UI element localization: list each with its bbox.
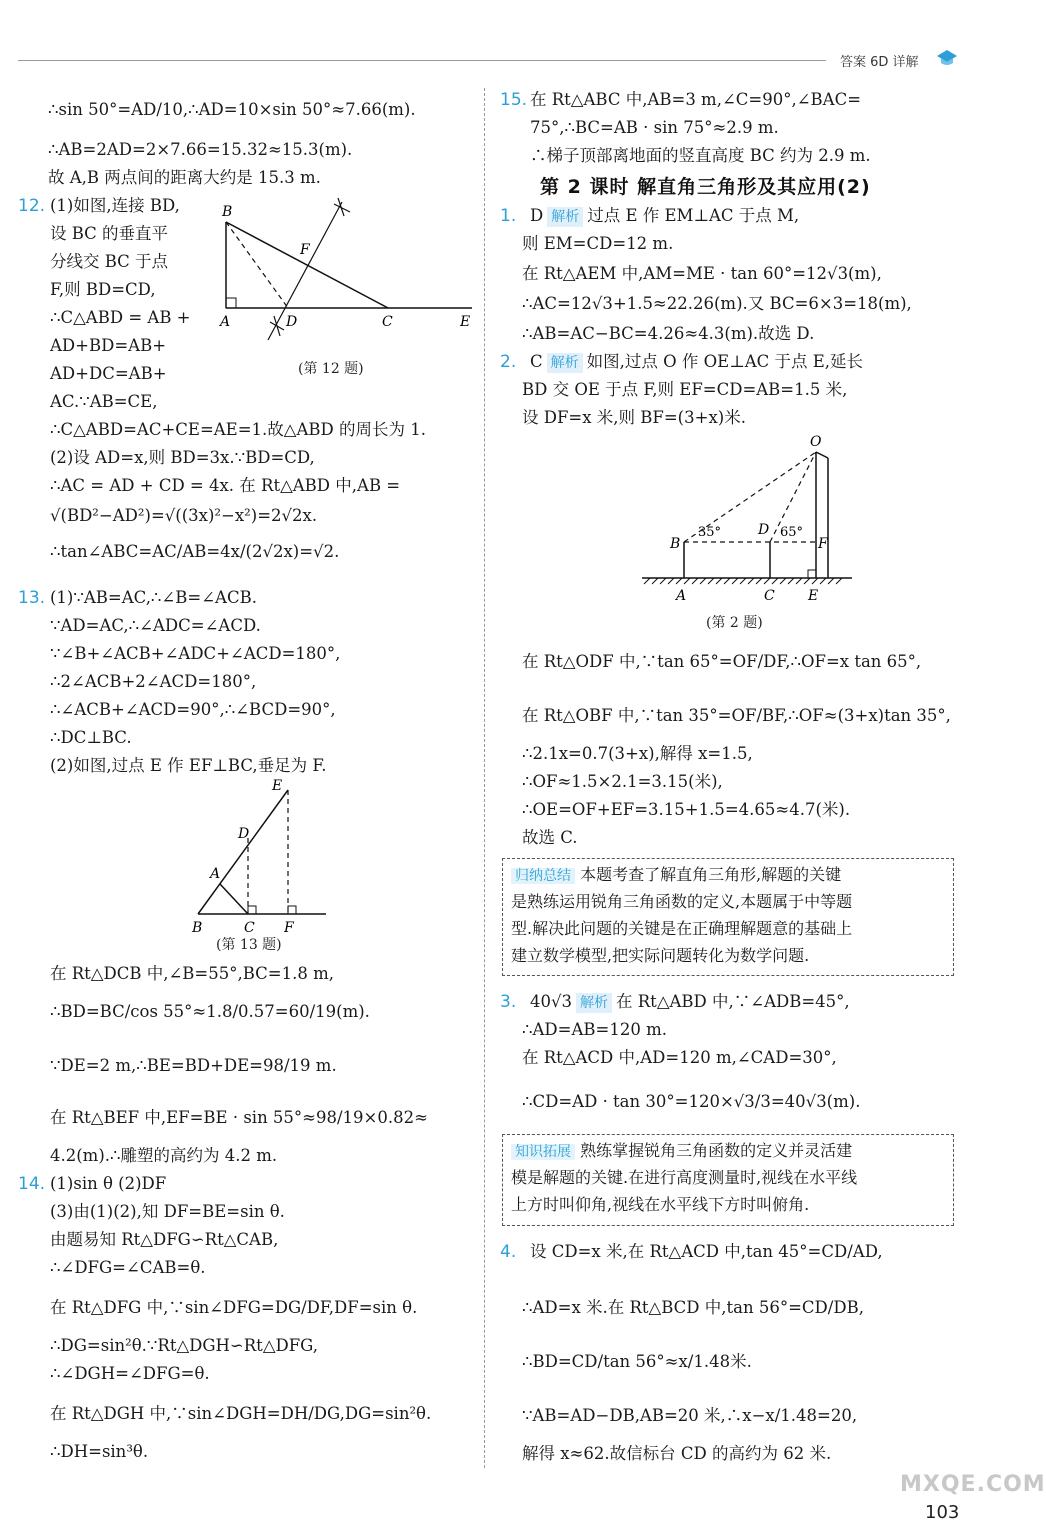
- line-text: AD+DC=AB+: [50, 364, 167, 383]
- text-line: [522, 232, 673, 256]
- text-line: [522, 1046, 837, 1070]
- fig2-label: B: [670, 536, 681, 552]
- line-text: ∵∠B+∠ACB+∠ADC+∠ACD=180°,: [50, 644, 341, 663]
- fig2-label: 65°: [780, 525, 804, 540]
- line-text: 故 A,B 两点间的距离大约是 15.3 m.: [48, 168, 321, 187]
- text-line: [522, 704, 951, 728]
- text-line: [530, 144, 871, 168]
- question-number: 15.: [500, 90, 528, 110]
- line-text: ∴C△ABD=AC+CE=AE=1.故△ABD 的周长为 1.: [50, 420, 426, 439]
- fig2-label: E: [808, 588, 819, 604]
- line-text: 如图,过点 O 作 OE⊥AC 于点 E,延长: [586, 352, 864, 371]
- text-line: [48, 98, 416, 122]
- line-text: ∴DH=sin³θ.: [50, 1442, 149, 1461]
- text-line: [522, 770, 723, 794]
- page-number: 103: [925, 1502, 960, 1523]
- text-line: [530, 204, 799, 228]
- text-line: [50, 1228, 278, 1252]
- line-text: ∴梯子顶部离地面的竖直高度 BC 约为 2.9 m.: [530, 146, 871, 165]
- fig13-label: B: [192, 920, 203, 936]
- text-line: [530, 990, 850, 1014]
- text-line: [48, 166, 321, 190]
- line-text: ∴BD=CD/tan 56°≈x/1.48米.: [522, 1352, 752, 1371]
- watermark: MXQE.COM: [900, 1472, 1046, 1497]
- extension-line: 上方时叫仰角,视线在水平线下方时叫俯角.: [511, 1195, 810, 1214]
- fig2-label: O: [810, 434, 822, 450]
- fig12-label: F: [300, 242, 310, 258]
- question-number: 4.: [500, 1242, 517, 1262]
- line-text: D: [530, 206, 544, 225]
- text-line: [50, 390, 157, 414]
- text-line: [522, 378, 847, 402]
- analysis-tag: 解析: [547, 353, 583, 373]
- text-line: [50, 726, 132, 750]
- line-text: ∴C△ABD = AB +: [50, 308, 191, 327]
- line-text: 75°,∴BC=AB · sin 75°≈2.9 m.: [530, 118, 779, 137]
- fig12-caption: (第 12 题): [298, 361, 364, 377]
- fig2-caption: (第 2 题): [706, 615, 763, 631]
- line-text: (1)sin θ (2)DF: [50, 1174, 167, 1193]
- text-line: [50, 642, 340, 666]
- line-text: ∴AB=2AD=2×7.66=15.32≈15.3(m).: [48, 140, 353, 159]
- fig13-label: C: [244, 920, 255, 936]
- analysis-tag: 解析: [547, 207, 583, 227]
- line-text: ∵AD=AC,∴∠ADC=∠ACD.: [50, 616, 261, 635]
- fig13-label: E: [272, 778, 283, 794]
- text-line: [522, 1404, 857, 1428]
- question-number: 12.: [18, 196, 46, 216]
- text-line: [530, 1240, 883, 1264]
- text-line: [50, 250, 168, 274]
- text-line: [50, 1144, 277, 1168]
- line-text: 在 Rt△DGH 中,∵sin∠DGH=DH/DG,DG=sin²θ.: [50, 1404, 432, 1423]
- line-text: ∴DC⊥BC.: [50, 728, 132, 747]
- fig12-label: A: [220, 314, 231, 330]
- figure-13: [180, 776, 340, 936]
- line-text: 设 BC 的垂直平: [50, 224, 169, 243]
- line-text: ∴AC=12√3+1.5≈22.26(m).又 BC=6×3=18(m),: [522, 294, 912, 313]
- text-line: [50, 614, 261, 638]
- text-line: [50, 1054, 337, 1078]
- line-text: 解得 x≈62.故信标台 CD 的高约为 62 米.: [522, 1444, 832, 1463]
- line-text: 在 Rt△DCB 中,∠B=55°,BC=1.8 m,: [50, 964, 334, 983]
- line-text: (3)由(1)(2),知 DF=BE=sin θ.: [50, 1202, 285, 1221]
- fig13-label: F: [284, 920, 294, 936]
- text-line: [50, 1256, 206, 1280]
- line-text: ∴∠DGH=∠DFG=θ.: [50, 1364, 210, 1383]
- text-line: [50, 306, 191, 330]
- line-text: ∴∠DFG=∠CAB=θ.: [50, 1258, 206, 1277]
- question-number: 13.: [18, 588, 46, 608]
- text-line: [522, 262, 882, 286]
- line-text: 过点 E 作 EM⊥AC 于点 M,: [587, 206, 800, 225]
- fig2-label: 35°: [698, 525, 722, 540]
- text-line: [522, 292, 912, 316]
- fig13-label: A: [210, 866, 221, 882]
- text-line: [50, 194, 180, 218]
- question-number: 1.: [500, 206, 517, 226]
- summary-line: 本题考查了解直角三角形,解题的关键: [580, 865, 842, 884]
- text-line: [50, 1362, 210, 1386]
- question-number: 14.: [18, 1174, 46, 1194]
- text-line: [48, 138, 352, 162]
- text-line: [522, 322, 814, 346]
- graduation-cap-icon: [936, 48, 958, 68]
- text-line: [50, 1334, 318, 1358]
- column-divider: [484, 88, 485, 1468]
- text-line: [50, 586, 257, 610]
- text-line: [50, 698, 336, 722]
- line-text: C: [530, 352, 543, 371]
- question-number: 2.: [500, 352, 517, 372]
- line-text: 在 Rt△ABD 中,∵∠ADB=45°,: [616, 992, 850, 1011]
- extension-line: 模是解题的关键.在进行高度测量时,视线在水平线: [511, 1168, 858, 1187]
- fig13-label: D: [238, 826, 250, 842]
- line-text: ∴sin 50°=AD/10,∴AD=10×sin 50°≈7.66(m).: [48, 100, 416, 119]
- text-line: [522, 826, 578, 850]
- text-line: [50, 1106, 428, 1130]
- summary-box: [502, 858, 954, 976]
- text-line: [50, 278, 156, 302]
- text-line: [522, 650, 921, 674]
- text-line: [50, 474, 400, 498]
- line-text: 在 Rt△ABC 中,AB=3 m,∠C=90°,∠BAC=: [530, 90, 862, 109]
- line-text: 在 Rt△OBF 中,∵tan 35°=OF/BF,∴OF≈(3+x)tan 35°,: [522, 706, 951, 725]
- text-line: [50, 362, 167, 386]
- text-line: [50, 1000, 370, 1024]
- fig12-label: C: [382, 314, 393, 330]
- line-text: ∴2∠ACB+2∠ACD=180°,: [50, 672, 257, 691]
- line-text: 在 Rt△DFG 中,∵sin∠DFG=DG/DF,DF=sin θ.: [50, 1298, 418, 1317]
- line-text: ∴OF≈1.5×2.1=3.15(米),: [522, 772, 723, 791]
- line-text: 在 Rt△ACD 中,AD=120 m,∠CAD=30°,: [522, 1048, 837, 1067]
- line-text: (1)如图,连接 BD,: [50, 196, 180, 215]
- text-line: [522, 1296, 864, 1320]
- line-text: 故选 C.: [522, 828, 578, 847]
- text-line: [50, 418, 426, 442]
- question-number: 3.: [500, 992, 517, 1012]
- line-text: ∵DE=2 m,∴BE=BD+DE=98/19 m.: [50, 1056, 337, 1075]
- text-line: [50, 1440, 148, 1464]
- text-line: [522, 1442, 831, 1466]
- fig13-caption: (第 13 题): [216, 937, 282, 953]
- summary-line: 建立数学模型,把实际问题转化为数学问题.: [511, 946, 810, 965]
- fig12-label: D: [286, 314, 298, 330]
- line-text: BD 交 OE 于点 F,则 EF=CD=AB=1.5 米,: [522, 380, 848, 399]
- line-text: 设 DF=x 米,则 BF=(3+x)米.: [522, 408, 746, 427]
- summary-line: 型.解决此问题的关键是在正确理解题意的基础上: [511, 919, 853, 938]
- text-line: [50, 1172, 166, 1196]
- section-title: 第 2 课时 解直角三角形及其应用(2): [540, 176, 871, 198]
- text-line: [522, 1018, 667, 1042]
- header-label: 答案 6D 详解: [840, 55, 919, 70]
- summary-line: 是熟练运用锐角三角函数的定义,本题属于中等题: [511, 892, 853, 911]
- fig2-label: A: [676, 588, 687, 604]
- text-line: [50, 962, 334, 986]
- text-line: [50, 1402, 431, 1426]
- text-line: [50, 446, 315, 470]
- line-text: ∴OE=OF+EF=3.15+1.5=4.65≈4.7(米).: [522, 800, 851, 819]
- line-text: ∴BD=BC/cos 55°≈1.8/0.57=60/19(m).: [50, 1002, 370, 1021]
- line-text: 在 Rt△AEM 中,AM=ME · tan 60°=12√3(m),: [522, 264, 882, 283]
- line-text: 在 Rt△ODF 中,∵tan 65°=OF/DF,∴OF=x tan 65°,: [522, 652, 922, 671]
- text-line: [50, 334, 166, 358]
- extension-line: 熟练掌握锐角三角函数的定义并灵活建: [580, 1141, 853, 1160]
- text-line: [530, 350, 863, 374]
- line-text: 在 Rt△BEF 中,EF=BE · sin 55°≈98/19×0.82≈: [50, 1108, 428, 1127]
- line-text: 则 EM=CD=12 m.: [522, 234, 674, 253]
- line-text: ∵AB=AD−DB,AB=20 米,∴x−x/1.48=20,: [522, 1406, 858, 1425]
- line-text: (2)设 AD=x,则 BD=3x.∵BD=CD,: [50, 448, 315, 467]
- summary-box-label: 归纳总结: [511, 868, 575, 884]
- figure-12: [212, 190, 482, 350]
- fig12-label: B: [222, 204, 233, 220]
- text-line: [50, 1200, 285, 1224]
- fig2-label: F: [818, 536, 828, 552]
- text-line: [530, 88, 861, 112]
- line-text: 由题易知 Rt△DFG∽Rt△CAB,: [50, 1230, 279, 1249]
- header-rule: [18, 60, 826, 61]
- text-line: [50, 222, 168, 246]
- line-text: ∴CD=AD · tan 30°=120×√3/3=40√3(m).: [522, 1092, 861, 1111]
- text-line: [50, 504, 317, 528]
- line-text: ∴AB=AC−BC=4.26≈4.3(m).故选 D.: [522, 324, 815, 343]
- line-text: F,则 BD=CD,: [50, 280, 156, 299]
- line-text: ∴DG=sin²θ.∵Rt△DGH∽Rt△DFG,: [50, 1336, 319, 1355]
- figure-2: [638, 430, 858, 608]
- line-text: 40√3: [530, 992, 573, 1011]
- line-text: √(BD²−AD²)=√((3x)²−x²)=2√2x.: [50, 506, 318, 525]
- line-text: ∴AC = AD + CD = 4x. 在 Rt△ABD 中,AB =: [50, 476, 401, 495]
- text-line: [50, 540, 339, 564]
- analysis-tag: 解析: [576, 993, 612, 1013]
- line-text: ∴AD=AB=120 m.: [522, 1020, 667, 1039]
- text-line: [50, 754, 327, 778]
- fig12-label: E: [460, 314, 471, 330]
- extension-box: [502, 1134, 954, 1226]
- text-line: [530, 116, 779, 140]
- line-text: 分线交 BC 于点: [50, 252, 169, 271]
- fig2-label: C: [764, 588, 775, 604]
- line-text: ∴tan∠ABC=AC/AB=4x/(2√2x)=√2.: [50, 542, 340, 561]
- text-line: [522, 742, 753, 766]
- extension-box-label: 知识拓展: [511, 1144, 575, 1160]
- line-text: AC.∵AB=CE,: [50, 392, 158, 411]
- text-line: [50, 670, 256, 694]
- line-text: (2)如图,过点 E 作 EF⊥BC,垂足为 F.: [50, 756, 327, 775]
- line-text: ∴AD=x 米.在 Rt△BCD 中,tan 56°=CD/DB,: [522, 1298, 864, 1317]
- line-text: 设 CD=x 米,在 Rt△ACD 中,tan 45°=CD/AD,: [530, 1242, 883, 1261]
- line-text: 4.2(m).∴雕塑的高约为 4.2 m.: [50, 1146, 278, 1165]
- line-text: AD+BD=AB+: [50, 336, 167, 355]
- text-line: [522, 1090, 860, 1114]
- text-line: [522, 406, 746, 430]
- line-text: ∴∠ACB+∠ACD=90°,∴∠BCD=90°,: [50, 700, 336, 719]
- line-text: ∴2.1x=0.7(3+x),解得 x=1.5,: [522, 744, 753, 763]
- text-line: [522, 798, 850, 822]
- text-line: [522, 1350, 752, 1374]
- text-line: [50, 1296, 417, 1320]
- line-text: (1)∵AB=AC,∴∠B=∠ACB.: [50, 588, 257, 607]
- fig2-label: D: [758, 522, 770, 538]
